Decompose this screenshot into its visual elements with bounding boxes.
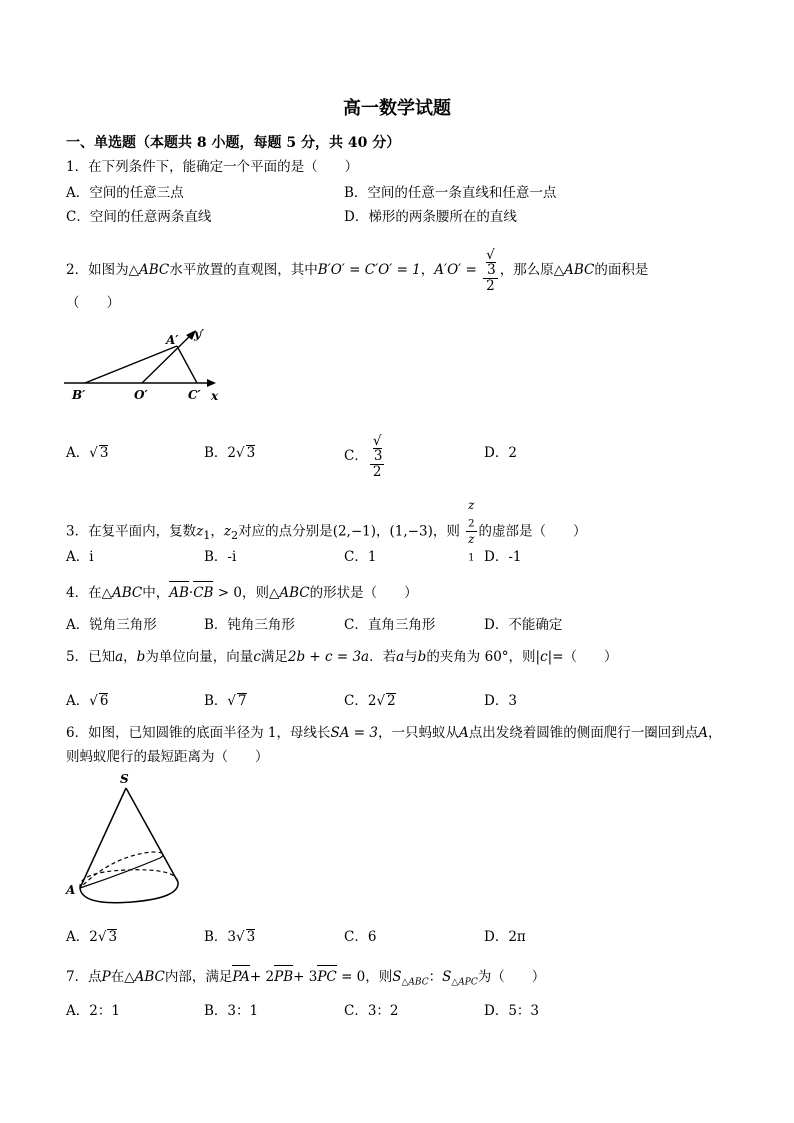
cone-base-back: [80, 870, 178, 888]
q1-option-b[interactable]: B．空间的任意一条直线和任意一点: [344, 185, 557, 201]
label-a: A: [66, 883, 76, 897]
q3-option-d[interactable]: D．-1: [484, 549, 522, 565]
q2-stem: 2．如图为△ABC水平放置的直观图，其中B′O′ = C′O′ = 1，A′O′ = √ 3 2 ，那么原△ABC的面积是: [66, 247, 649, 294]
label-c: C′: [188, 388, 201, 402]
q7-option-d[interactable]: D．5：3: [484, 1003, 540, 1019]
q7-option-b[interactable]: B．3：1: [204, 1003, 259, 1019]
cone-left-generatrix: [80, 788, 126, 888]
q4-option-c[interactable]: C．直角三角形: [344, 617, 436, 633]
cone-right-generatrix: [126, 788, 178, 882]
q5-stem: 5．已知a，b为单位向量，向量c满足2b + c = 3a．若a与b的夹角为 60°，则|c|=（ ）: [66, 649, 618, 665]
q6-stem-line2: 则蚂蚁爬行的最短距离为（ ）: [66, 749, 269, 765]
q1-stem: 1．在下列条件下，能确定一个平面的是（ ）: [66, 159, 359, 175]
label-y: y′: [194, 327, 205, 341]
q6-option-d[interactable]: D．2π: [484, 929, 526, 945]
label-s: S: [120, 772, 129, 786]
q6-option-b[interactable]: B．3√ 3: [204, 929, 256, 945]
q3-option-c[interactable]: C．1: [344, 549, 377, 565]
q3-option-b[interactable]: B．-i: [204, 549, 237, 565]
q5-option-a[interactable]: A．√ 6: [66, 693, 109, 709]
label-a: A′: [166, 333, 179, 347]
q2-option-c[interactable]: C． √ 3 2: [344, 433, 383, 480]
q4-option-a[interactable]: A．锐角三角形: [66, 617, 157, 633]
x-axis-arrow: [207, 379, 216, 387]
q6-option-a[interactable]: A．2√ 3: [66, 929, 118, 945]
q2-stem-blank: （ ）: [66, 295, 120, 311]
segment-ac: [177, 346, 197, 383]
label-b: B′: [72, 388, 86, 402]
q2-option-a[interactable]: A．√ 3: [66, 445, 109, 461]
q5-option-c[interactable]: C．2√ 2: [344, 693, 396, 709]
q5-option-d[interactable]: D．3: [484, 693, 517, 709]
segment-ba: [85, 346, 177, 383]
q1-option-d[interactable]: D．梯形的两条腰所在的直线: [344, 209, 517, 225]
q2-option-d[interactable]: D．2: [484, 445, 517, 461]
q2-option-b[interactable]: B．2√ 3: [204, 445, 256, 461]
q4-option-d[interactable]: D．不能确定: [484, 617, 563, 633]
q5-option-b[interactable]: B．√ 7: [204, 693, 247, 709]
q6-cone-diagram: [62, 770, 190, 910]
q2-diagram: [60, 324, 230, 406]
q3-stem: 3．在复平面内，复数$z_1$，$z_2$对应的点分别是(2,−1)，(1,−3)，则 z $_2$ z $_1$ 的虚部是（ ）: [66, 498, 587, 564]
q4-option-b[interactable]: B．钝角三角形: [204, 617, 295, 633]
q3-option-a[interactable]: A．i: [66, 549, 94, 565]
q6-option-c[interactable]: C．6: [344, 929, 377, 945]
q7-option-a[interactable]: A．2：1: [66, 1003, 120, 1019]
q7-option-c[interactable]: C．3：2: [344, 1003, 399, 1019]
section-header: 一、单选题（本题共 8 小题，每题 5 分，共 40 分）: [66, 135, 401, 151]
page-title: 高一数学试题: [343, 98, 451, 119]
q4-stem: 4．在△ABC中，AB·CB > 0，则△ABC的形状是（ ）: [66, 585, 418, 601]
cone-base-front: [80, 882, 178, 903]
q1-option-a[interactable]: A．空间的任意三点: [66, 185, 184, 201]
q7-stem: 7．点P在△ABC内部，满足PA+ 2PB+ 3PC = 0，则$S_{\triangle ABC}$：$S_{\triangle APC}$为（ ）: [66, 969, 546, 988]
q6-stem-line1: 6．如图，已知圆锥的底面半径为 1，母线长SA = 3，一只蚂蚁从A点出发绕着圆锥的侧面爬行一圈回到点A，: [66, 725, 722, 741]
q1-option-c[interactable]: C．空间的任意两条直线: [66, 209, 212, 225]
label-x: x: [211, 389, 219, 403]
label-o: O′: [134, 388, 148, 402]
q2-fraction: √ 3 2: [483, 248, 498, 293]
